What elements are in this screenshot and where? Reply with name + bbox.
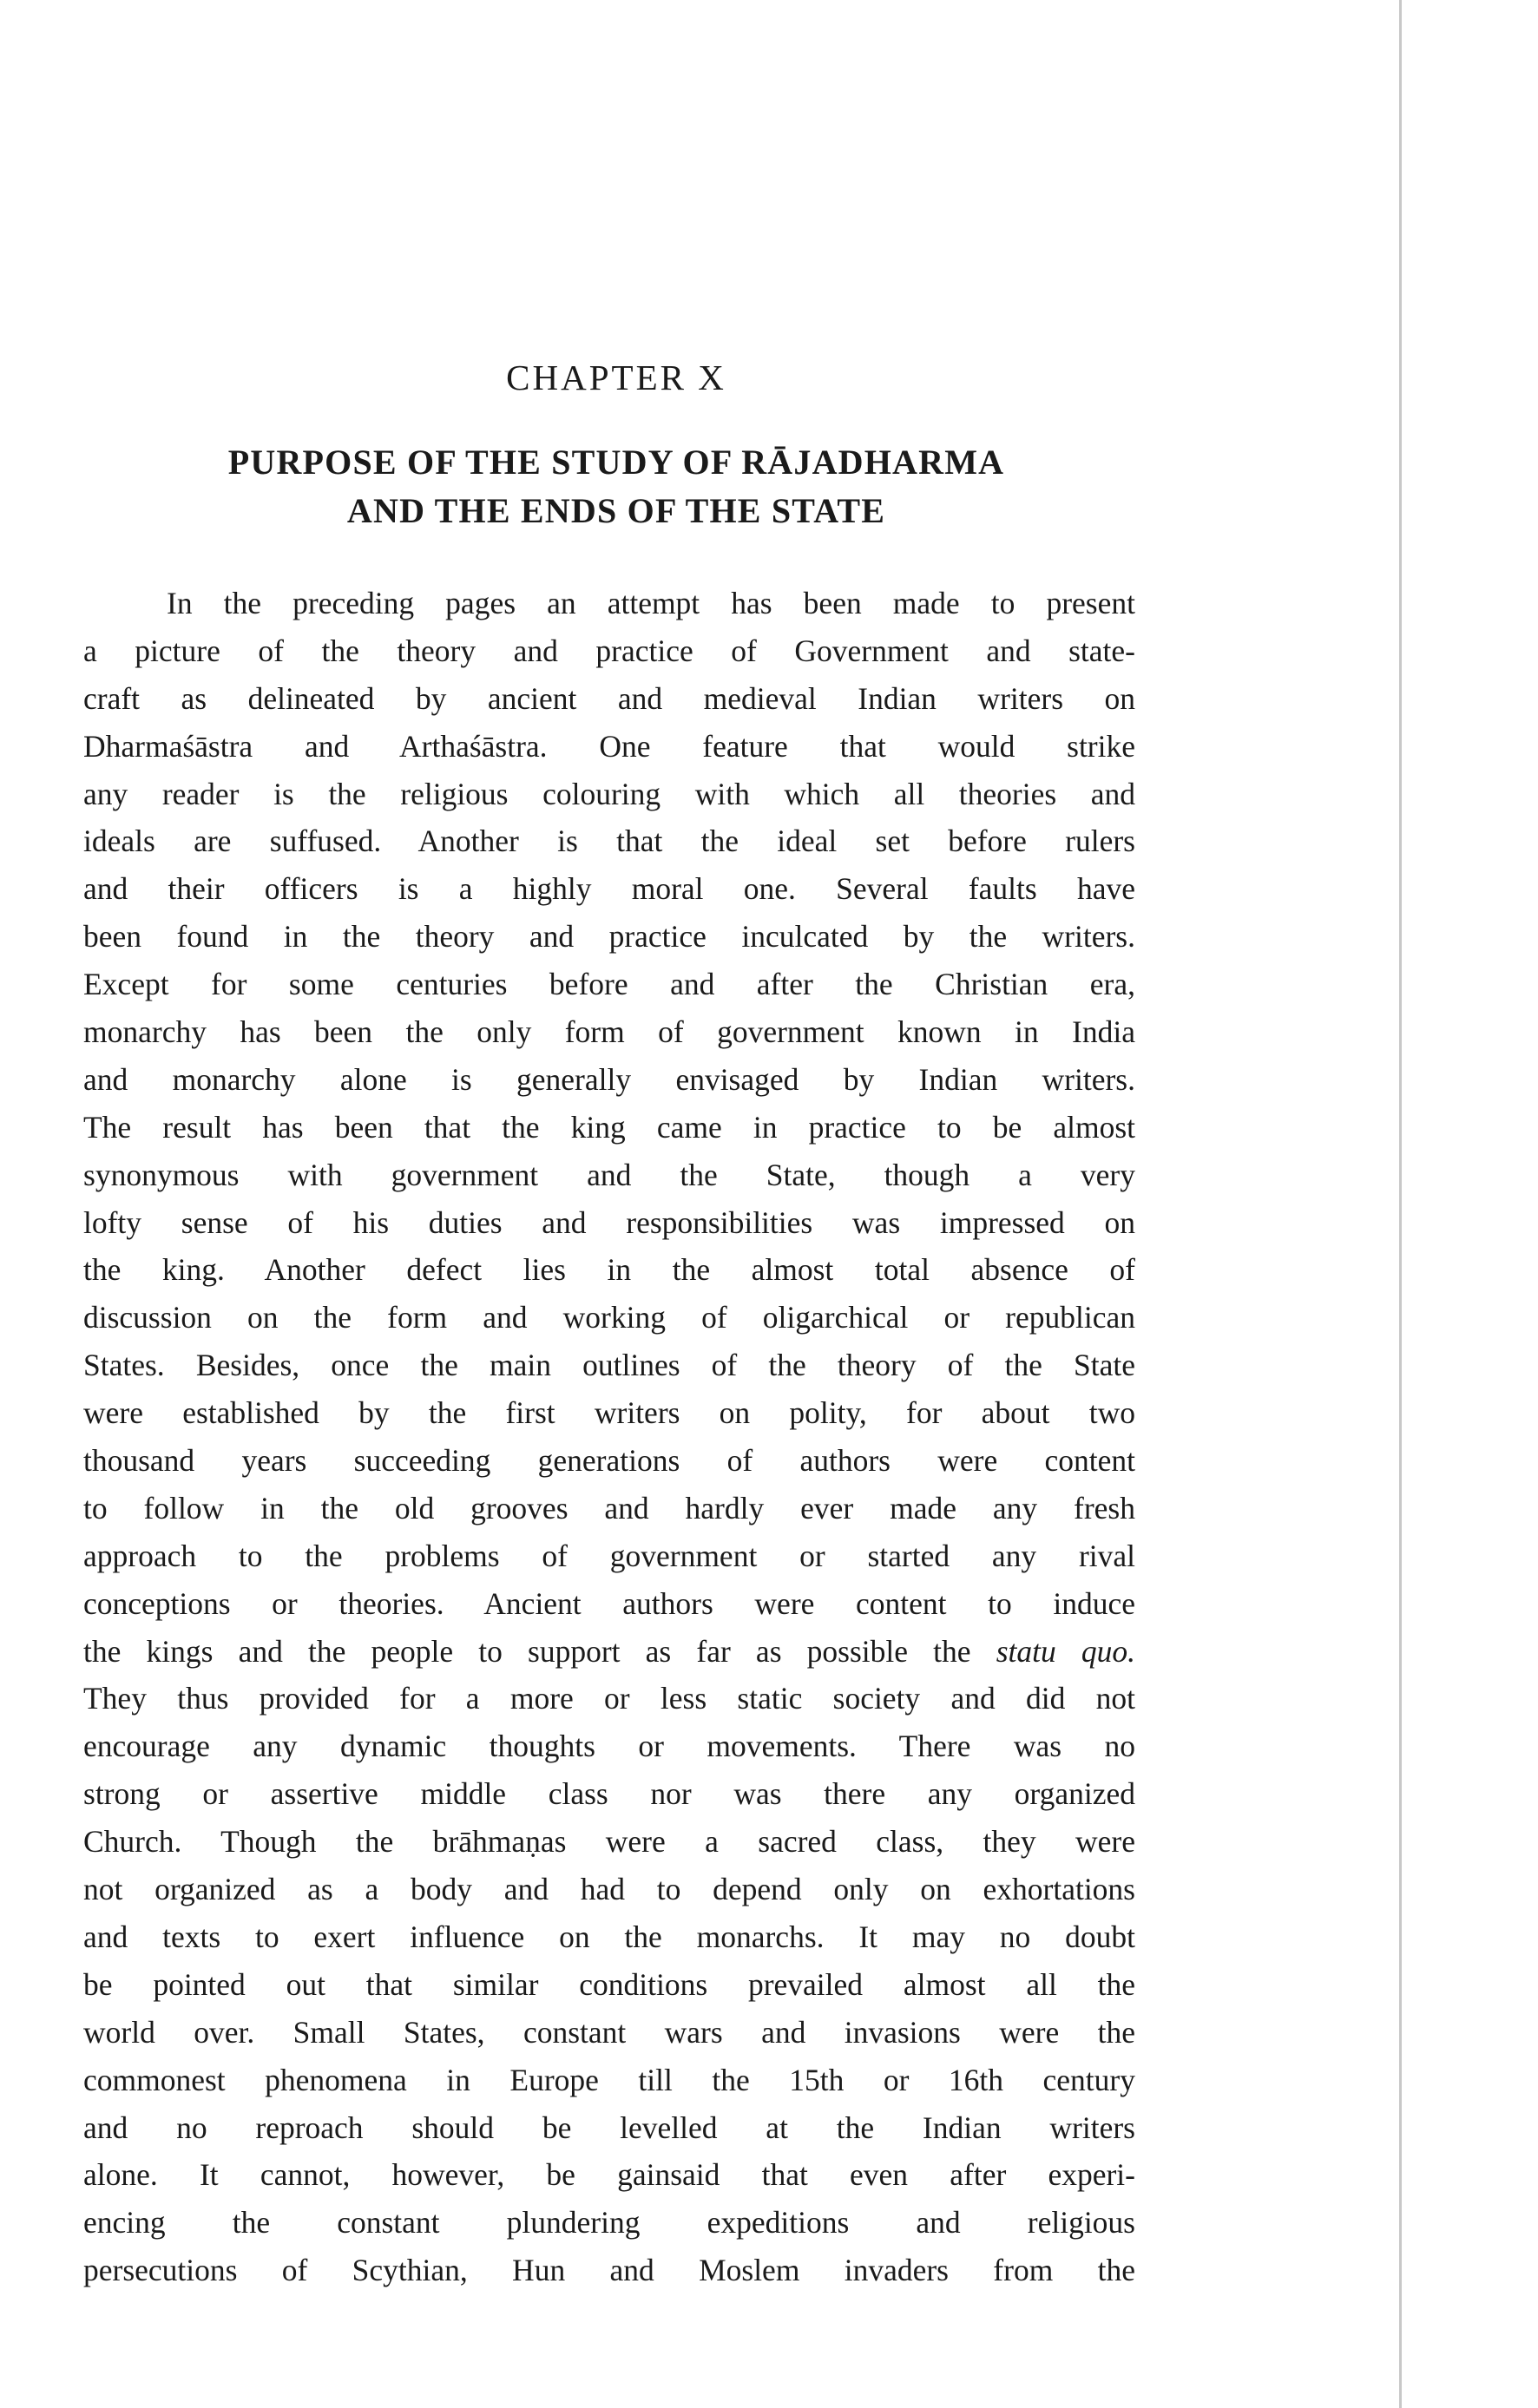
text-line: not organized as a body and had to depend only on exhortations [83, 1872, 1135, 1907]
text-line: synonymous with government and the State, though a very [83, 1157, 1135, 1192]
text-line: be pointed out that similar conditions prevailed almost all the [83, 1966, 1135, 2002]
text-line: thousand years succeeding generations of authors were content [83, 1443, 1135, 1479]
chapter-heading: CHAPTER X [506, 358, 726, 397]
text-line: Dharmaśāstra and Arthaśāstra. One feature that would strike [83, 728, 1135, 764]
text-line: The result has been that the king came in practice to be almost [83, 1109, 1135, 1145]
text-line: approach to the problems of government or started any rival [83, 1538, 1135, 1573]
text-line: In the preceding pages an attempt has been made to present [167, 586, 1135, 620]
text-line: and their officers is a highly moral one. Several faults have [83, 871, 1135, 907]
text-line: the king. Another defect lies in the almost total absence of [83, 1252, 1135, 1288]
text-line: been found in the theory and practice inculcated by the writers. [83, 919, 1135, 955]
text-line: alone. It cannot, however, be gainsaid that even after experi- [83, 2157, 1135, 2193]
text-line: encourage any dynamic thoughts or movements. There was no [83, 1729, 1135, 1764]
chapter-title-line: PURPOSE OF THE STUDY OF RĀJADHARMA [227, 443, 1005, 482]
chapter-title [0, 438, 1232, 535]
text-line: the kings and the people to support as far as possible the statu quo. [83, 1633, 1135, 1669]
chapter-title-line: AND THE ENDS OF THE STATE [346, 491, 886, 530]
text-line: were established by the first writers on polity, for about two [83, 1395, 1135, 1431]
text-line: and texts to exert influence on the monarchs. It may no doubt [83, 1919, 1135, 1954]
text-line: any reader is the religious colouring with which all theories and [83, 776, 1135, 811]
text-line: lofty sense of his duties and responsibilities was impressed on [83, 1204, 1135, 1240]
text-line: and monarchy alone is generally envisaged by Indian writers. [83, 1061, 1135, 1097]
text-line: commonest phenomena in Europe till the 15th or 16th century [83, 2062, 1135, 2097]
text-line: Except for some centuries before and after the Christian era, [83, 967, 1135, 1002]
text-line: discussion on the form and working of oligarchical or republican [83, 1300, 1135, 1335]
text-line: monarchy has been the only form of government known in India [83, 1014, 1135, 1050]
text-line: Church. Though the brāhmaṇas were a sacred class, they were [83, 1824, 1135, 1860]
text-line: world over. Small States, constant wars and invasions were the [83, 2014, 1135, 2050]
italic-phrase: statu quo. [996, 1633, 1135, 1669]
text-line: persecutions of Scythian, Hun and Moslem invaders from the [83, 2253, 1135, 2288]
text-line: States. Besides, once the main outlines of the theory of the State [83, 1348, 1135, 1383]
body-paragraph [83, 580, 1135, 2294]
text-line: encing the constant plundering expeditions and religious [83, 2205, 1135, 2241]
text-line: a picture of the theory and practice of Government and state- [83, 633, 1135, 668]
text-line: to follow in the old grooves and hardly ever made any fresh [83, 1490, 1135, 1526]
text-line: and no reproach should be levelled at the Indian writers [83, 2109, 1135, 2145]
scan-edge-line [1399, 0, 1402, 2408]
text-line: ideals are suffused. Another is that the ideal set before rulers [83, 823, 1135, 859]
text-line: They thus provided for a more or less static society and did not [83, 1681, 1135, 1716]
text-line: craft as delineated by ancient and medieval Indian writers on [83, 680, 1135, 716]
text-line: strong or assertive middle class nor was there any organized [83, 1776, 1135, 1812]
text-line: conceptions or theories. Ancient authors were content to induce [83, 1585, 1135, 1621]
